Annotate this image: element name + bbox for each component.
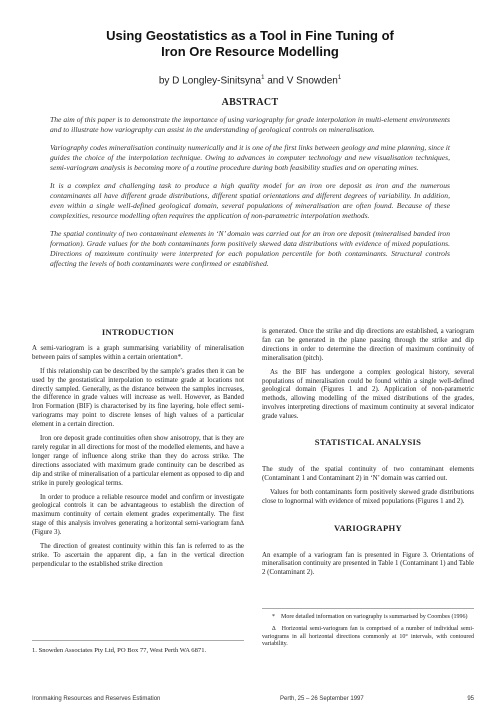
intro-paragraph: In order to produce a reliable resource model and confirm or investigate geological controls it can be advantageous to establish the direction of maximum continuity of certain element grades experimentally. The first stage of this analysis involves generating a horizontal semi-variogram fan∆ (Figure 3). bbox=[32, 493, 244, 537]
statistical-paragraph: The study of the spatial continuity of two contaminant elements (Contaminant 1 and Contaminant 2) in ‘N’ domain was carried out. bbox=[262, 465, 474, 482]
title-line-2: Iron Ore Resource Modelling bbox=[161, 44, 339, 59]
footer-date: Perth, 25 – 26 September 1997 bbox=[280, 696, 364, 702]
intro-paragraph: If this relationship can be described by the sample’s grades then it can be used by the geostatistical interpolation to estimate grade at locations not directly sampled. Generally, as the distance between the samples increases, the difference in grade values will increase as well. However, as Banded Iron Formation (BIF) is characterised by its fine layering, hole effect semi-variograms may point to discrete lenses of high values of a particular element in a certain direction. bbox=[32, 367, 244, 429]
abstract-paragraph: Variography codes mineralisation continuity numerically and it is one of the first links between geology and mine planning, since it guides the choice of the interpolation technique. Owing to advances in computer technology and new visualisation techniques, semi-variogram analysis is becoming more of a routine procedure during both feasibility studies and on operating mines. bbox=[50, 143, 450, 172]
intro-continued-paragraph: is generated. Once the strike and dip directions are established, a variogram fan can be generated in the plane passing through the strike and dip directions in order to determine the direction of maximum continuity of mineralisation (pitch). bbox=[262, 328, 474, 362]
authors-conjunction: and bbox=[264, 75, 287, 87]
right-column bbox=[262, 328, 474, 583]
variography-heading: VARIOGRAPHY bbox=[333, 522, 403, 533]
author-line bbox=[40, 72, 460, 87]
affiliation-footnote: 1. Snowden Associates Pty Ltd, PO Box 77, West Perth WA 6871. bbox=[32, 640, 244, 656]
statistical-paragraph: Values for both contaminants form positively skewed grade distributions close to lognormal with evidence of mixed populations (Figures 1 and 2). bbox=[262, 488, 474, 505]
footnote-delta bbox=[262, 626, 474, 649]
intro-paragraph: The direction of greatest continuity within this fan is referred to as the strike. To ascertain the apparent dip, a fan in the vertical direction perpendicular to the established strike direction bbox=[32, 543, 244, 568]
section-spacer bbox=[262, 512, 474, 524]
author-1: D Longley-Sinitsyna bbox=[172, 75, 262, 87]
introduction-heading: INTRODUCTION bbox=[101, 327, 175, 337]
abstract-paragraph: The spatial continuity of two contaminant elements in ‘N’ domain was carried out for an iron ore deposit (mineralised banded iron formation). Grade values for the both contaminants form positively skewed data distributions with evidence of mixed populations. Directions of maximum continuity were interpreted for each population percentile for both contaminants. Structural controls affecting the levels of both contaminants were confirmed or established. bbox=[50, 229, 450, 268]
variography-paragraph: An example of a variogram fan is presented in Figure 3. Orientations of mineralisation continuity are presented in Table 1 (Contaminant 1) and Table 2 (Contaminant 2). bbox=[262, 551, 474, 577]
footnote-delta-symbol: ∆ bbox=[272, 625, 276, 632]
abstract-heading: ABSTRACT bbox=[221, 97, 279, 108]
paper-title bbox=[40, 28, 460, 60]
footer-proceedings: Ironmaking Resources and Reserves Estimation bbox=[32, 696, 161, 702]
abstract-body bbox=[50, 115, 450, 277]
author-1-affiliation: 1 bbox=[261, 75, 265, 81]
footnote-delta-text: Horizontal semi-variogram fan is comprised of a number of individual semi-variograms in all horizontal directions commonly at 10° intervals, with contoured variability. bbox=[262, 625, 474, 648]
section-spacer bbox=[262, 541, 474, 552]
section-spacer bbox=[262, 455, 474, 466]
left-column bbox=[32, 328, 244, 575]
author-2: V Snowden bbox=[286, 75, 338, 87]
footnotes bbox=[262, 608, 474, 653]
title-line-1: Using Geostatistics as a Tool in Fine Tuning of bbox=[106, 28, 394, 43]
page-number: 95 bbox=[467, 696, 474, 702]
footnote-star bbox=[262, 614, 474, 622]
footnote-star-symbol: * bbox=[272, 614, 275, 620]
authors-prefix: by bbox=[158, 75, 173, 87]
author-2-affiliation: 1 bbox=[337, 75, 342, 81]
page-footer bbox=[32, 696, 474, 706]
intro-continued-paragraph: As the BIF has undergone a complex geological history, several populations of mineralisation could be found within a single well-defined geological domain (Figures 1 and 2). Application of non-parametric methods, allowing modelling of the mixed distributions of the grades, involves interpreting directions of maximum continuity at several indicator grade values. bbox=[262, 368, 474, 421]
footnote-star-text: More detailed information on variography is summarised by Coombes (1996) bbox=[281, 614, 468, 620]
intro-paragraph: Iron ore deposit grade continuities often show anisotropy, that is they are rarely regular in all directions for most of the modelled elements, and have a longer range of influence along strike than they do across strike. The directions associated with maximum grade continuity can be described as dip and strike of mineralisation of a particular element as opposed to dip and strike in purely geological terms. bbox=[32, 435, 244, 487]
abstract-paragraph: It is a complex and challenging task to produce a high quality model for an iron ore deposit as iron and the numerous contaminants all have different grade distributions, different spatial orientations and different degrees of variability. In addition, even within a single well-defined geological domain, several populations of mineralisation are often found. Because of these complexities, resource modelling often requires the application of non-parametric interpolation methods. bbox=[50, 181, 450, 220]
intro-paragraph: A semi-variogram is a graph summarising variability of mineralisation between pairs of samples within a certain orientation*. bbox=[32, 344, 244, 361]
statistical-analysis-heading: STATISTICAL ANALYSIS bbox=[314, 437, 422, 448]
abstract-paragraph: The aim of this paper is to demonstrate the importance of using variography for grade interpolation in multi-element environments and to illustrate how variography can assist in the understanding of geological controls on mineralisation. bbox=[50, 115, 450, 134]
